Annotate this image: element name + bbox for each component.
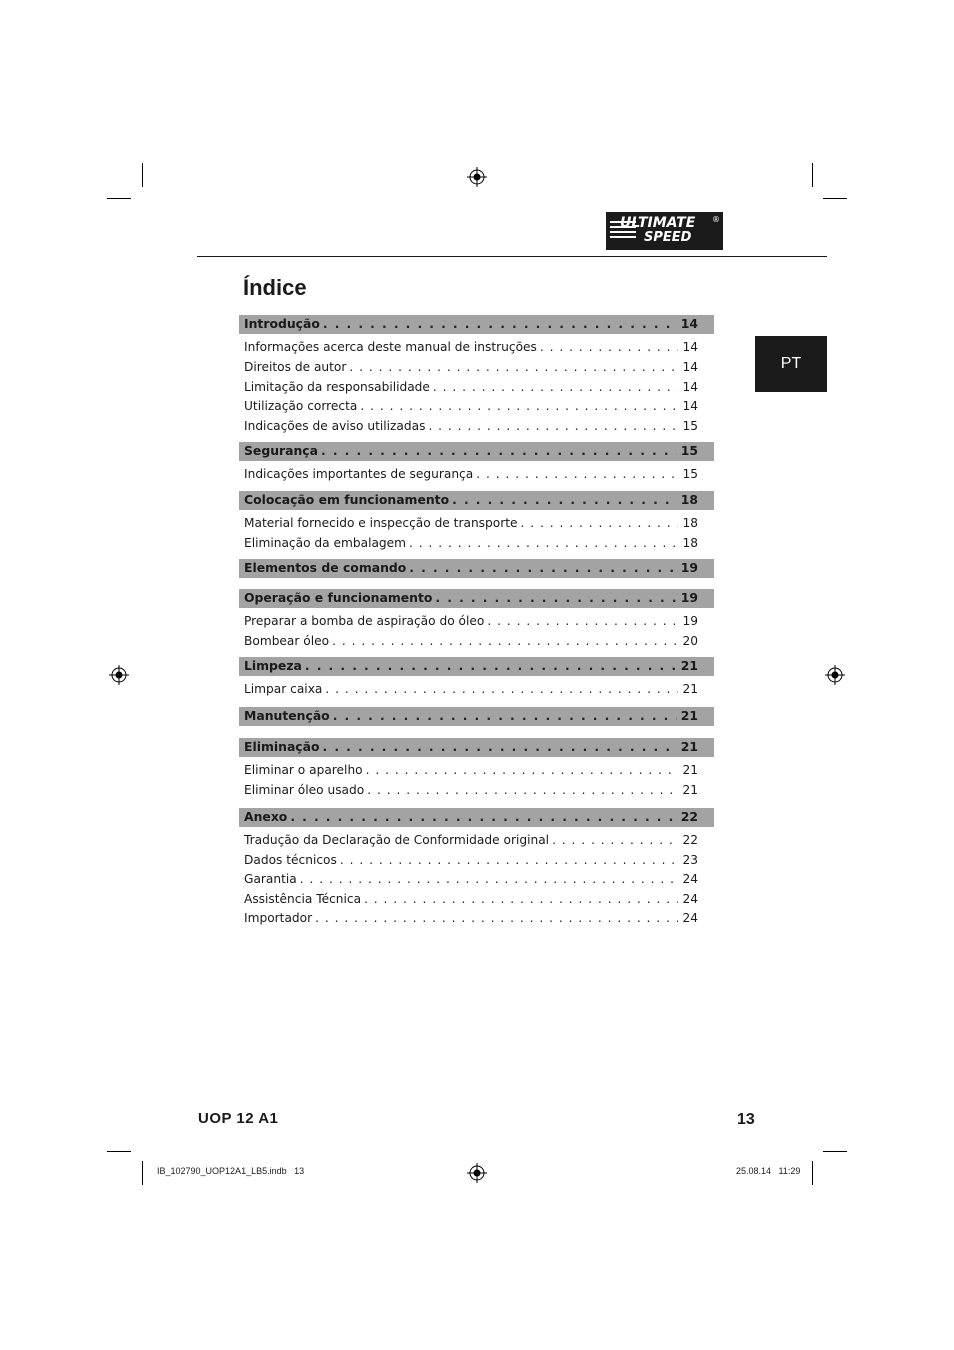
toc-leader-dots bbox=[349, 361, 678, 373]
toc-entry-label: Indicações importantes de segurança bbox=[244, 467, 474, 482]
toc-section-page: 19 bbox=[680, 560, 698, 576]
toc-entry-label: Eliminar o aparelho bbox=[244, 762, 363, 777]
toc-section-heading[interactable] bbox=[239, 738, 714, 757]
toc-entry[interactable] bbox=[239, 827, 714, 847]
toc-leader-dots bbox=[428, 420, 678, 432]
toc-entry-label: Material fornecido e inspecção de transporte bbox=[244, 515, 518, 530]
crop-mark bbox=[142, 1161, 143, 1185]
toc-section-heading[interactable] bbox=[239, 808, 714, 827]
toc-leader-dots bbox=[323, 741, 677, 753]
toc-section-title: Elementos de comando bbox=[244, 560, 407, 576]
registration-mark-icon bbox=[825, 665, 845, 685]
toc-section-page: 19 bbox=[680, 590, 698, 606]
toc-leader-dots bbox=[552, 834, 678, 846]
toc-entry-page: 24 bbox=[682, 891, 698, 906]
toc-leader-dots bbox=[300, 873, 678, 885]
toc-section-heading[interactable] bbox=[239, 315, 714, 334]
toc-entry-page: 22 bbox=[682, 833, 698, 848]
toc-entry-label: Preparar a bomba de aspiração do óleo bbox=[244, 614, 485, 629]
crop-mark bbox=[142, 163, 143, 187]
toc-entry-label: Tradução da Declaração de Conformidade original bbox=[244, 833, 550, 848]
toc-entry[interactable] bbox=[239, 354, 714, 374]
toc-section bbox=[239, 738, 714, 796]
toc-entry-page: 19 bbox=[682, 614, 698, 629]
toc-entry[interactable] bbox=[239, 627, 714, 647]
toc-section bbox=[239, 657, 714, 696]
toc-leader-dots bbox=[540, 341, 678, 353]
toc-section-heading[interactable] bbox=[239, 589, 714, 608]
toc-section-title: Limpeza bbox=[244, 658, 302, 674]
footer-model: UOP 12 A1 bbox=[198, 1110, 279, 1127]
toc-entry-page: 21 bbox=[682, 682, 698, 697]
toc-entry[interactable] bbox=[239, 776, 714, 796]
toc-section-title: Segurança bbox=[244, 443, 319, 459]
toc-leader-dots bbox=[364, 893, 678, 905]
toc-entry[interactable] bbox=[239, 757, 714, 777]
toc-section-title: Colocação em funcionamento bbox=[244, 491, 450, 507]
toc-entry[interactable] bbox=[239, 608, 714, 628]
toc-entry-page: 21 bbox=[682, 762, 698, 777]
crop-mark bbox=[812, 163, 813, 187]
toc-leader-dots bbox=[409, 562, 676, 574]
toc-section-heading[interactable] bbox=[239, 559, 714, 578]
toc-entry-label: Assistência Técnica bbox=[244, 891, 362, 906]
language-tab: PT bbox=[755, 336, 827, 392]
toc-section-heading[interactable] bbox=[239, 657, 714, 676]
brand-logo bbox=[606, 212, 723, 250]
toc-entry-page: 24 bbox=[682, 872, 698, 887]
toc-leader-dots bbox=[409, 537, 678, 549]
toc-entry[interactable] bbox=[239, 529, 714, 549]
toc-entry-page: 15 bbox=[682, 418, 698, 433]
toc-entry-label: Indicações de aviso utilizadas bbox=[244, 418, 426, 433]
toc-leader-dots bbox=[433, 381, 678, 393]
print-slug-file: IB_102790_UOP12A1_LB5.indb 13 bbox=[157, 1166, 305, 1176]
toc-leader-dots bbox=[487, 615, 678, 627]
registration-mark-icon bbox=[467, 1163, 487, 1183]
toc-entry-page: 23 bbox=[682, 852, 698, 867]
toc-entry-page: 21 bbox=[682, 782, 698, 797]
toc-section-page: 22 bbox=[680, 809, 698, 825]
toc-entry[interactable] bbox=[239, 866, 714, 886]
toc-section-heading[interactable] bbox=[239, 442, 714, 461]
toc-section-page: 21 bbox=[680, 707, 698, 723]
toc-leader-dots bbox=[290, 811, 676, 823]
toc-section-title: Anexo bbox=[244, 809, 288, 825]
toc-leader-dots bbox=[340, 854, 678, 866]
toc-entry-page: 18 bbox=[682, 535, 698, 550]
logo-stripe bbox=[610, 236, 636, 238]
toc-entry-label: Importador bbox=[244, 911, 313, 926]
logo-registered-mark: ® bbox=[712, 215, 720, 224]
toc-leader-dots bbox=[323, 318, 677, 330]
toc-entry-page: 14 bbox=[682, 340, 698, 355]
toc-section-heading[interactable] bbox=[239, 707, 714, 726]
logo-line1: ULTIMATE bbox=[620, 215, 696, 231]
crop-mark bbox=[812, 1161, 813, 1185]
toc-entry-label: Garantia bbox=[244, 872, 297, 887]
toc-leader-dots bbox=[366, 764, 678, 776]
registration-mark-icon bbox=[109, 665, 129, 685]
toc-section-page: 21 bbox=[680, 658, 698, 674]
header-rule bbox=[197, 256, 827, 257]
toc-entry[interactable] bbox=[239, 846, 714, 866]
toc-entry[interactable] bbox=[239, 393, 714, 413]
toc-entry-page: 14 bbox=[682, 359, 698, 374]
page-title: Índice bbox=[243, 275, 307, 300]
toc-section bbox=[239, 808, 714, 925]
crop-mark bbox=[823, 198, 847, 199]
toc-entry-page: 14 bbox=[682, 379, 698, 394]
toc-entry-label: Eliminação da embalagem bbox=[244, 535, 407, 550]
toc-leader-dots bbox=[315, 912, 678, 924]
toc-section-page: 14 bbox=[680, 316, 698, 332]
toc-leader-dots bbox=[360, 400, 678, 412]
toc-section bbox=[239, 442, 714, 481]
toc-entry-page: 18 bbox=[682, 515, 698, 530]
toc-entry[interactable] bbox=[239, 461, 714, 481]
crop-mark bbox=[823, 1151, 847, 1152]
toc-entry-label: Bombear óleo bbox=[244, 633, 330, 648]
toc-entry-page: 24 bbox=[682, 911, 698, 926]
toc-entry-label: Limitação da responsabilidade bbox=[244, 379, 430, 394]
toc-section-title: Introdução bbox=[244, 316, 320, 332]
toc-leader-dots bbox=[452, 494, 677, 506]
print-slug-datetime: 25.08.14 11:29 bbox=[736, 1166, 801, 1176]
toc-section-title: Eliminação bbox=[244, 738, 320, 754]
toc-entry-label: Direitos de autor bbox=[244, 359, 347, 374]
toc-section-page: 18 bbox=[680, 491, 698, 507]
toc-entry-label: Informações acerca deste manual de instruções bbox=[244, 340, 537, 355]
toc-section bbox=[239, 491, 714, 549]
toc-leader-dots bbox=[521, 517, 679, 529]
logo-stripe bbox=[610, 231, 636, 233]
toc-entry-label: Limpar caixa bbox=[244, 682, 323, 697]
crop-mark bbox=[107, 1151, 131, 1152]
toc-section bbox=[239, 559, 714, 578]
toc-section-heading[interactable] bbox=[239, 491, 714, 510]
toc-leader-dots bbox=[332, 635, 678, 647]
toc-entry[interactable] bbox=[239, 510, 714, 530]
toc-entry[interactable] bbox=[239, 334, 714, 354]
toc-entry[interactable] bbox=[239, 676, 714, 696]
toc-leader-dots bbox=[476, 468, 678, 480]
toc-entry-label: Utilização correcta bbox=[244, 399, 358, 414]
logo-line2: SPEED bbox=[644, 230, 692, 245]
toc-entry[interactable] bbox=[239, 373, 714, 393]
toc-section-page: 21 bbox=[680, 738, 698, 754]
toc-leader-dots bbox=[325, 683, 678, 695]
toc-leader-dots bbox=[321, 445, 677, 457]
toc-leader-dots bbox=[435, 592, 676, 604]
toc-section bbox=[239, 315, 714, 432]
footer-page-number: 13 bbox=[737, 1111, 755, 1128]
table-of-contents bbox=[239, 315, 714, 925]
toc-entry[interactable] bbox=[239, 886, 714, 906]
toc-leader-dots bbox=[367, 784, 678, 796]
registration-mark-icon bbox=[467, 167, 487, 187]
toc-section bbox=[239, 589, 714, 647]
toc-entry-page: 20 bbox=[682, 633, 698, 648]
toc-section-title: Operação e funcionamento bbox=[244, 590, 433, 606]
toc-entry-label: Dados técnicos bbox=[244, 852, 337, 867]
toc-section-title: Manutenção bbox=[244, 707, 330, 723]
toc-entry-page: 15 bbox=[682, 467, 698, 482]
toc-entry-label: Eliminar óleo usado bbox=[244, 782, 365, 797]
toc-section-page: 15 bbox=[680, 443, 698, 459]
toc-leader-dots bbox=[333, 710, 677, 722]
toc-entry-page: 14 bbox=[682, 399, 698, 414]
toc-leader-dots bbox=[305, 660, 677, 672]
toc-section bbox=[239, 707, 714, 726]
toc-entry[interactable] bbox=[239, 905, 714, 925]
toc-entry[interactable] bbox=[239, 412, 714, 432]
crop-mark bbox=[107, 198, 131, 199]
